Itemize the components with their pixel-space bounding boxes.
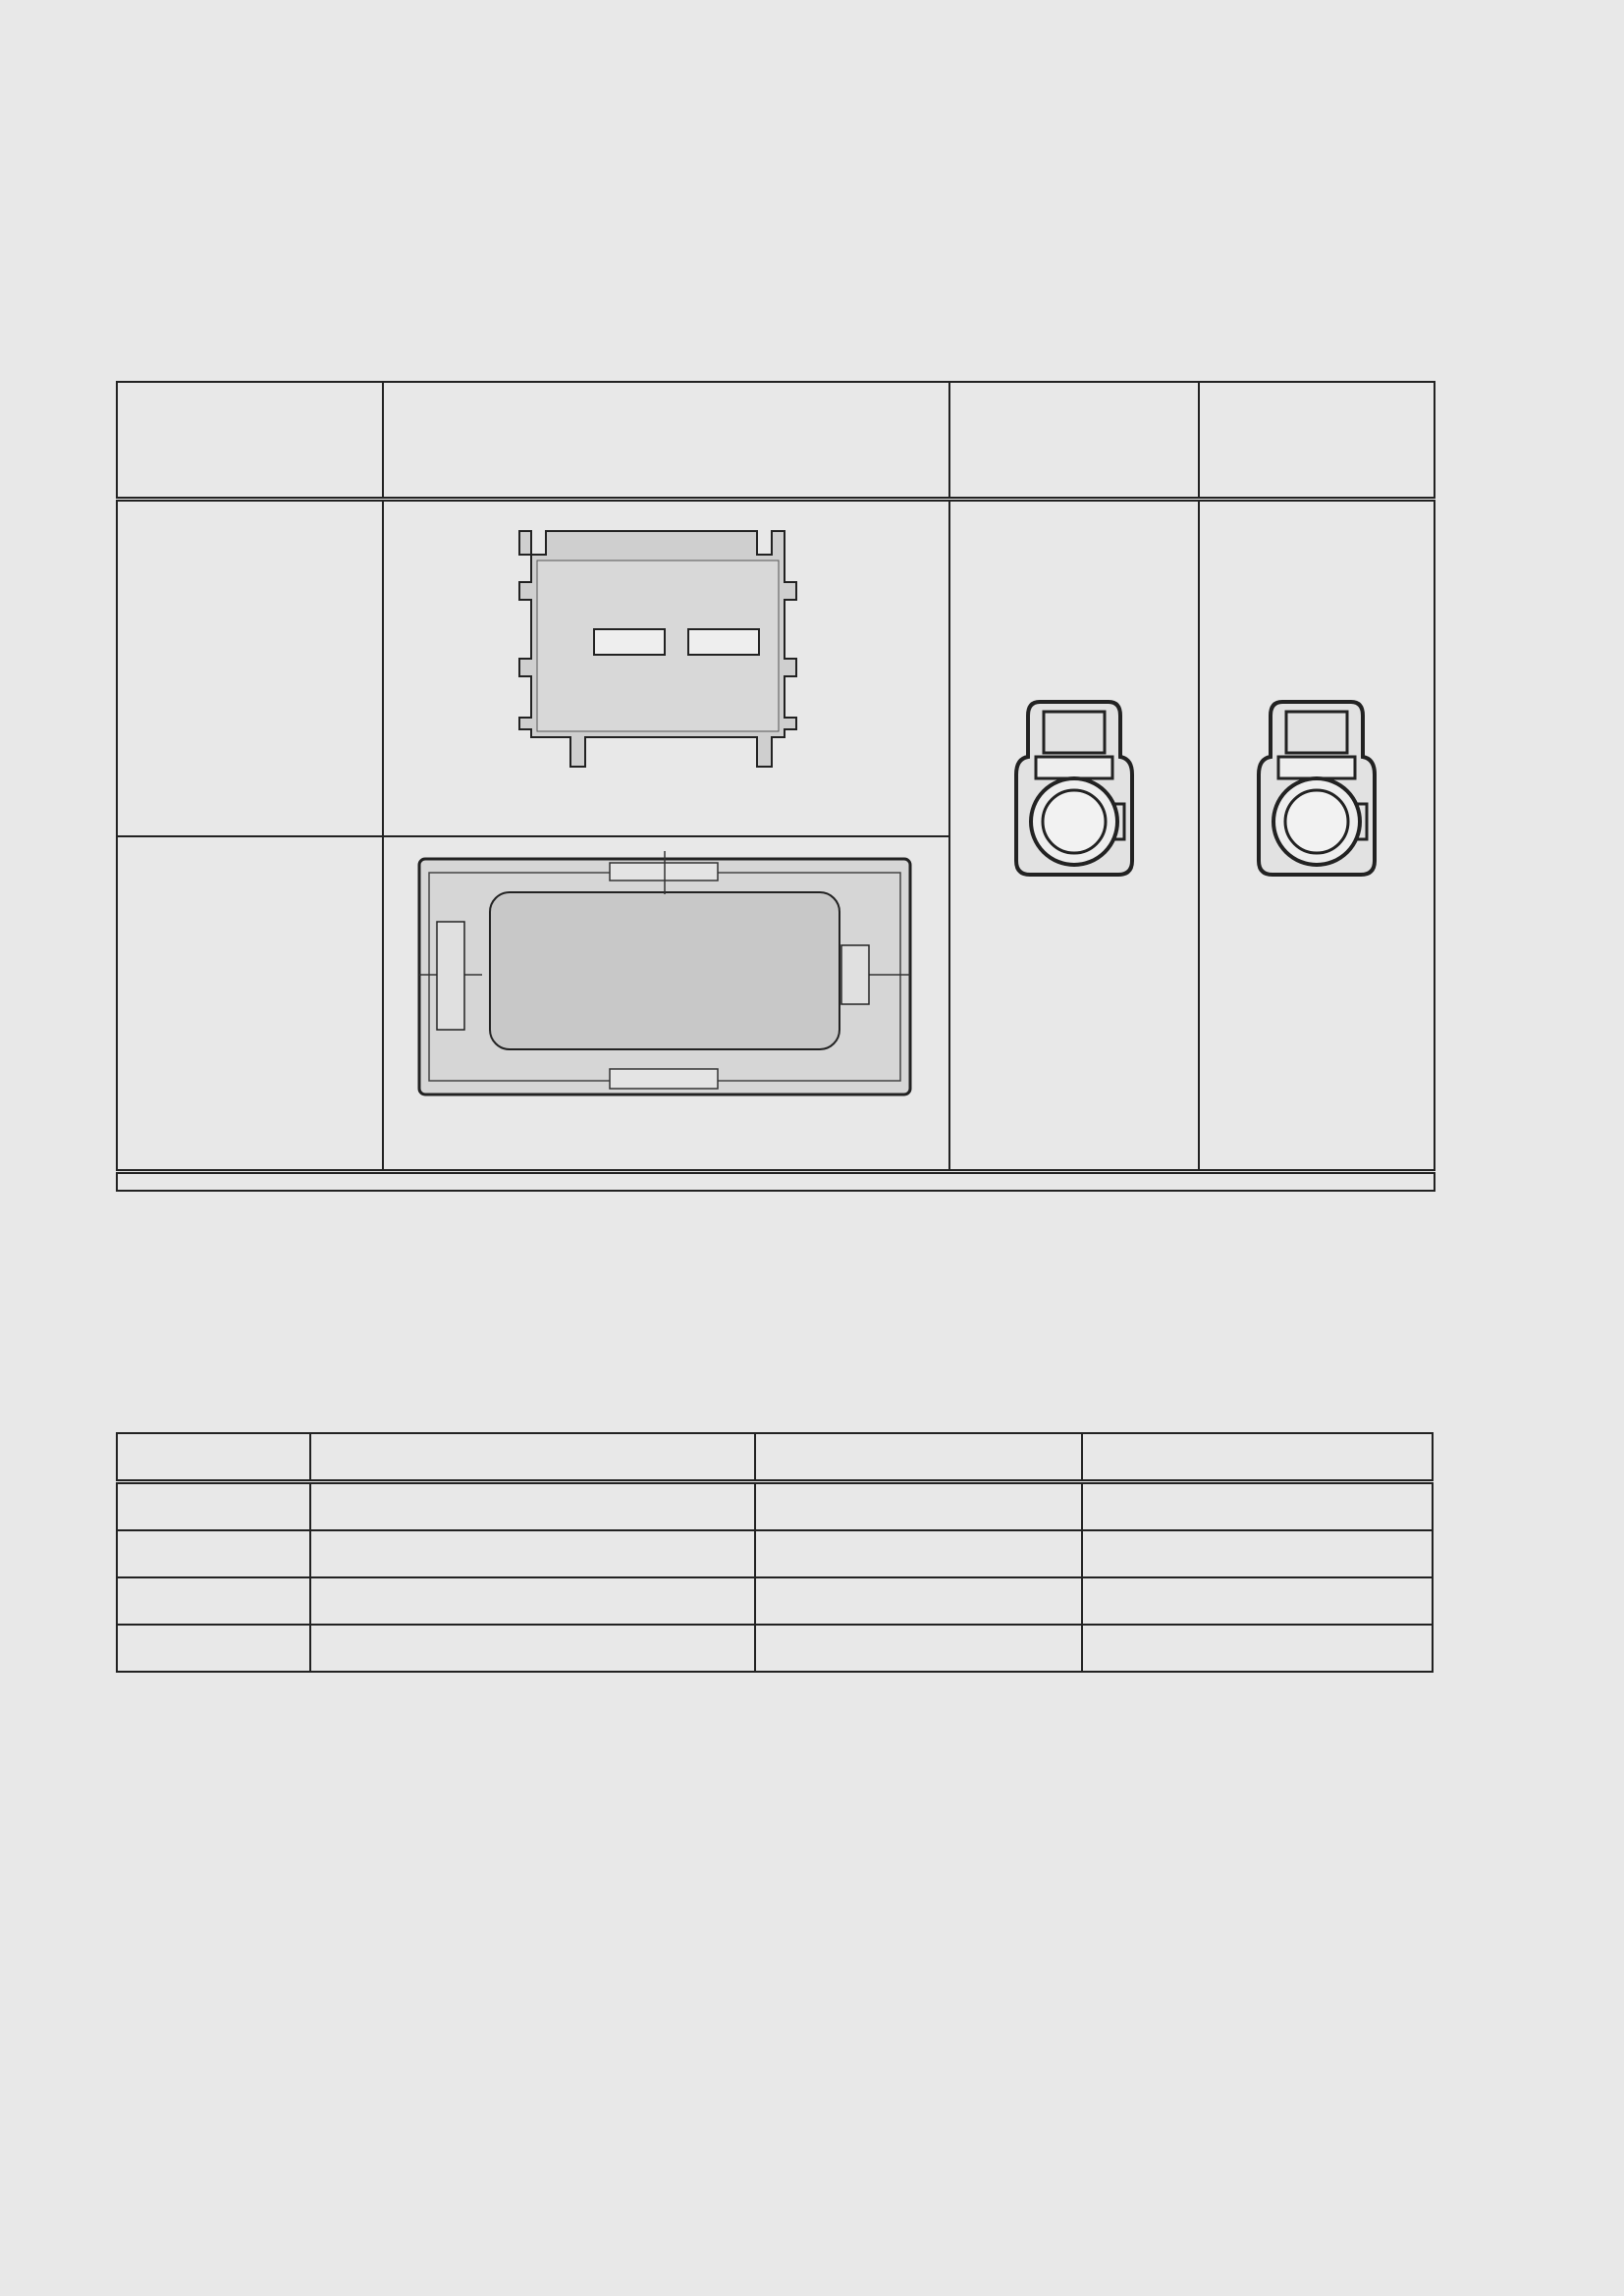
table-row [117,1482,1433,1531]
row2-connector-cell [383,836,949,1172]
cell-signal-direction [1082,1482,1433,1531]
cell-signal-direction [1082,1530,1433,1577]
th-signal-direction [1082,1433,1433,1482]
cell-signal-name [310,1482,755,1531]
table-k2-row-1 [117,500,1435,837]
cell-contact [117,1625,310,1672]
connector-953122-drawing [384,511,950,776]
table-row [117,1577,1433,1625]
th-signal-purpose [755,1433,1082,1482]
cell-signal-purpose [755,1482,1082,1531]
table-k2-notes [117,1172,1435,1192]
gnss-connector-cell [949,500,1199,1172]
row2-category [117,836,383,1172]
cell-signal-name [310,1625,755,1672]
fakra-c-icon [1010,696,1138,882]
cell-signal-direction [1082,1577,1433,1625]
th-gnss [949,382,1199,500]
th-contact [117,1433,310,1482]
th-main [383,382,949,500]
connector-1718321-drawing [384,847,950,1112]
th-category [117,382,383,500]
table-k3-header-row [117,1433,1433,1482]
cell-signal-purpose [755,1625,1082,1672]
gsm-connector-cell [1199,500,1435,1172]
row1-category [117,500,383,837]
th-gsm [1199,382,1435,500]
cell-signal-direction [1082,1625,1433,1672]
cell-signal-name [310,1577,755,1625]
table-k2-header-row [117,382,1435,500]
th-signal-name [310,1433,755,1482]
fakra-d-icon [1253,696,1380,882]
table-k2-notes-row [117,1172,1435,1192]
cell-contact [117,1530,310,1577]
cell-signal-name [310,1530,755,1577]
cell-signal-purpose [755,1577,1082,1625]
cell-contact [117,1482,310,1531]
table-k3 [116,1432,1434,1673]
row1-connector-cell [383,500,949,837]
cell-signal-purpose [755,1530,1082,1577]
cell-contact [117,1577,310,1625]
table-row [117,1530,1433,1577]
table-k2 [116,381,1435,1192]
table-row [117,1625,1433,1672]
